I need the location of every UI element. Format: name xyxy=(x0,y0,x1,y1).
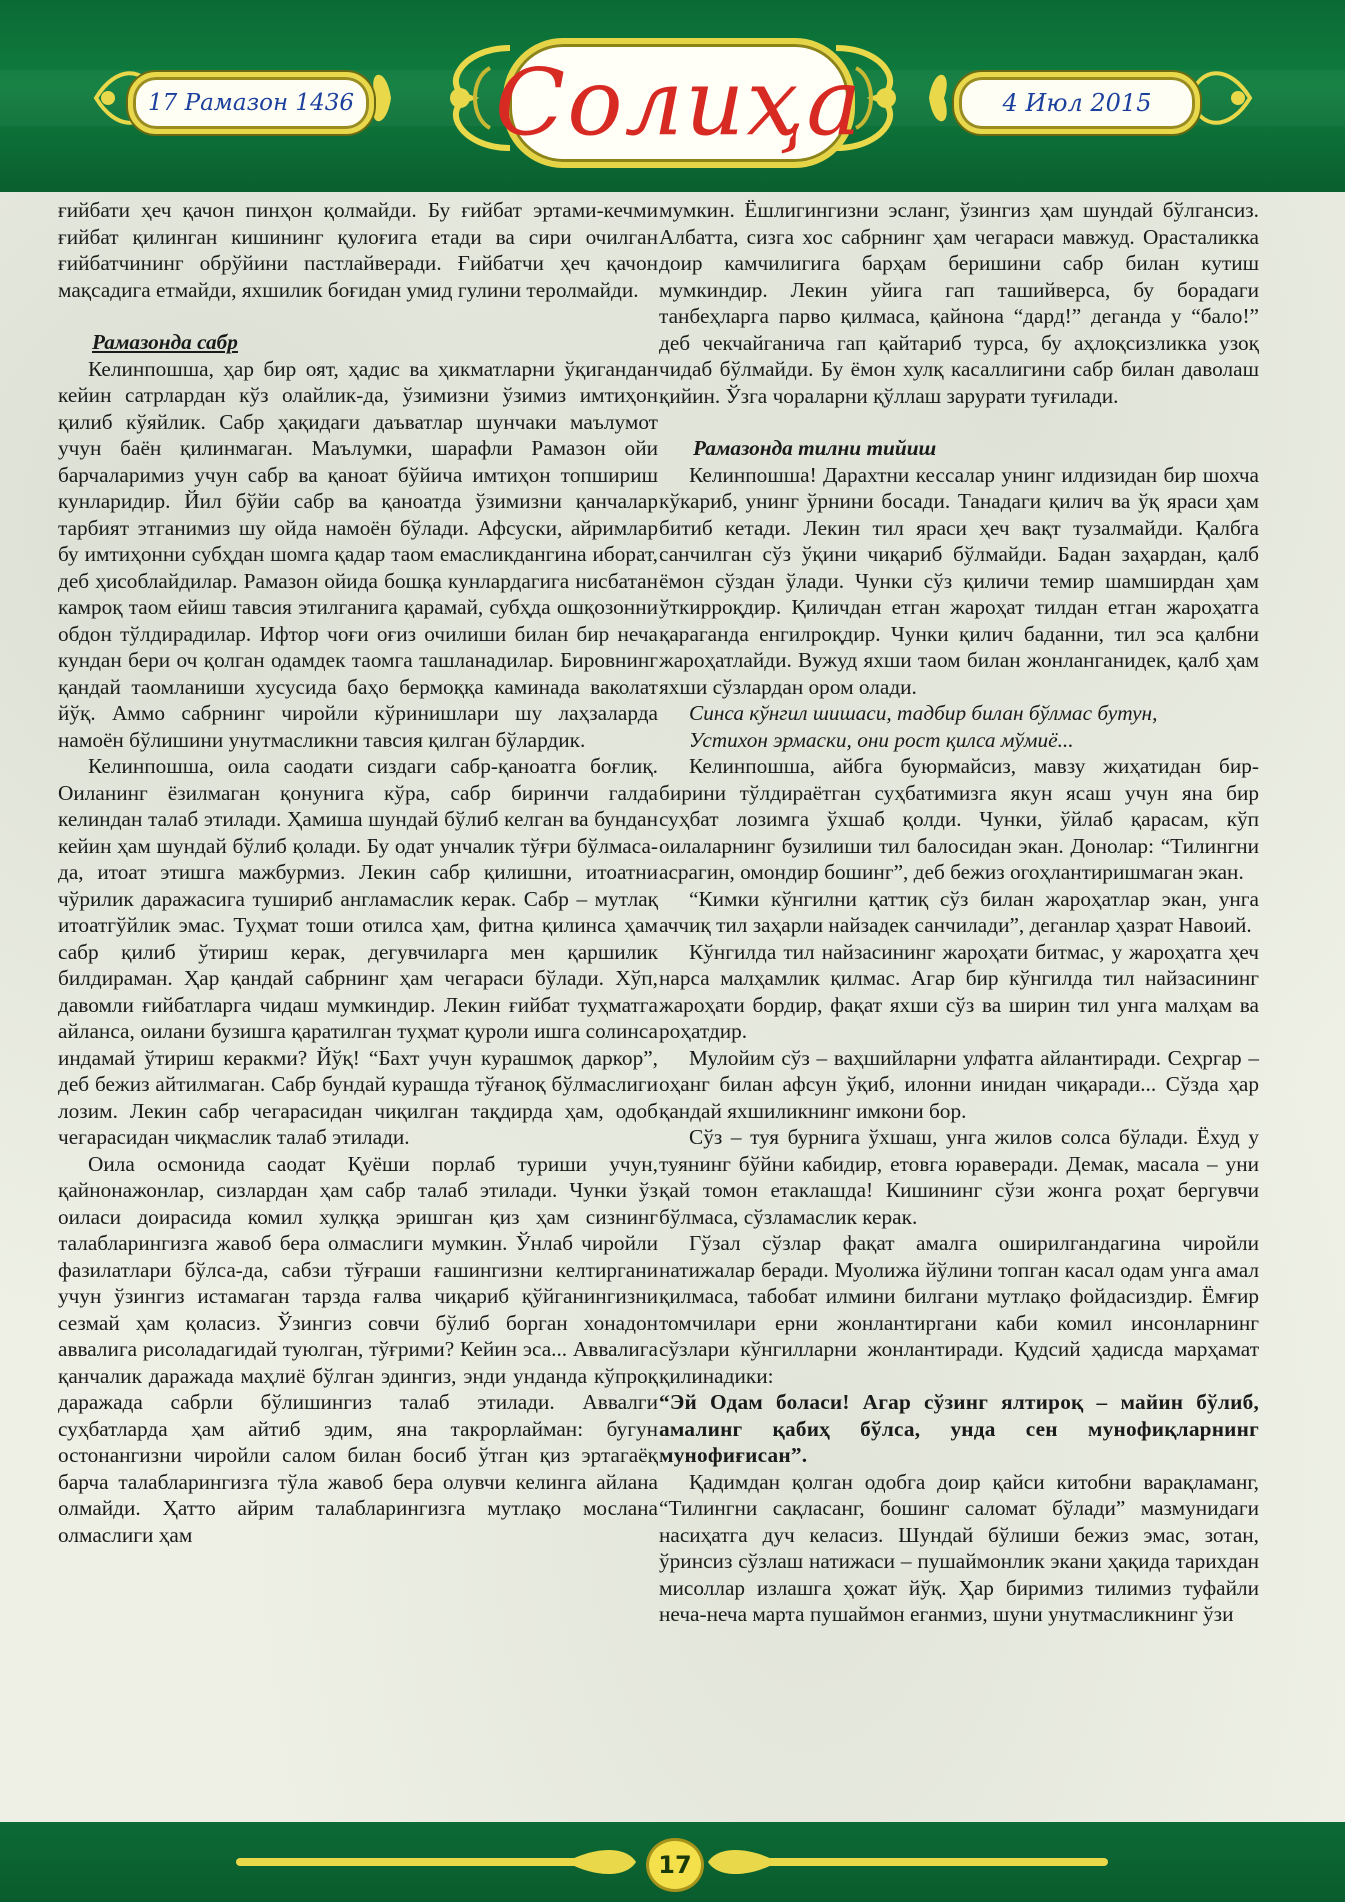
poem-line: Устихон эрмаски, они рост қилса мўмиё... xyxy=(689,727,1074,752)
article-paragraph: Кўнгилда тил найзасининг жароҳати битмас, у жароҳатга ҳеч нарса малҳамлик қилмас. Агар бир кўнгилда тил найзасининг жароҳати бордир, фақат яхши сўз ва ширин тил унга малҳам ва роҳатдир. xyxy=(659,939,1259,1043)
article-paragraph: ғийбати ҳеч қачон пинҳон қолмайди. Бу ғийбат эртами-кечми ғийбат қилинган кишининг қулоғига етади ва сири очилган ғийбатчининг обрўйини пастлайверади. Ғийбатчи ҳеч қачон мақсадига етмайди, яхшилик боғидан умид гулини теролмайди. xyxy=(58,198,658,302)
poem-line: Синса кўнгил шишаси, тадбир билан бўлмас бутун, xyxy=(689,701,1158,725)
article-paragraph: Оила осмонида саодат Қуёши порлаб туриши учун, қайнонажонлар, сизлардан ҳам сабр талаб этилади. Чунки ўз оиласи доирасида комил хулққа эришган қиз ҳам сизнинг талабларингизга жавоб бера олмаслиги мумкин. Ўнлаб чиройли фазилатлари бўлса-да, сабзи тўғраши ғашингизни келтиргани учун ўзингиз истамаган тарзда ғалва чиқариб қўйганингизни сезмай ҳам қоласиз. Ўзингиз совчи бўлиб борган хонадон аввалига рисоладагидай туюлган, тўғрими? Кейин эса... Аввалига қанчалик даражада маҳлиё бўлган эдингиз, энди унданда кўпроқ даражада сабрли бўлишингиз талаб этилади. Аввалги суҳбатларда ҳам айтиб эдим, яна такрорлайман: бугун остонангизни чиройли салом билан босиб ўтган қиз эртагаёқ барча талабларингизга тўла жавоб бера олувчи келинга айлана олмайди. Ҳатто айрим талабларингизга мутлақо мослана олмаслиги ҳам xyxy=(58,1151,658,1547)
article-paragraph: Келинпошша, айбга буюрмайсиз, мавзу жиҳатидан бир-бирини тўлдираётган суҳбатимизга якун ясаш учун яна бир суҳбат лозимга ўхшаб қолди. Чунки, ўйлаб қарасам, кўп оилаларнинг бузилиши тил балосидан экан. Донолар: “Тилингни асрагин, омондир бошинг”, деб бежиз огоҳлантиришмаган экан. xyxy=(659,754,1259,884)
magazine-header xyxy=(0,0,1345,192)
paragraph-gap xyxy=(659,409,1259,435)
article-paragraph: Келинпошша! Дарахтни кессалар унинг илдизидан бир шохча кўкариб, унинг ўрнини босади. Танадаги қилич ва ўқ яраси ҳам битиб кетади. Лекин тил яраси ҳеч вақт тузалмайди. Қалбга санчилган сўз ўқини чиқариб бўлмайди. Бадан заҳардан, қалб ёмон сўздан ўлади. Чунки сўз қиличи темир шамширдан ҳам ўткирроқдир. Қиличдан етган жароҳат тилдан етган жароҳатга қараганда енгилроқдир. Чунки қилич баданни, тил эса қалбни жароҳатлайди. Вужуд яхши таом билан жонланганидек, қалб ҳам яхши сўзлардан ором олади. xyxy=(659,462,1259,699)
article-left-column xyxy=(58,197,658,1548)
paragraph-gap xyxy=(58,303,658,329)
section-heading: Рамазонда сабр xyxy=(92,330,238,354)
magazine-title-oval xyxy=(494,38,864,168)
hijri-date: 17 Рамазон 1436 xyxy=(128,72,374,134)
article-paragraph: Мулойим сўз – ваҳшийларни улфатга айлантиради. Сеҳргар – оҳанг билан афсун ўқиб, илонни инидан чиқаради... Сўзда ҳар қандай яхшиликнинг имкони бор. xyxy=(659,1045,1259,1123)
article-paragraph: Келинпошша, ҳар бир оят, ҳадис ва ҳикматларни ўқигандан кейин сатрлардан кўз олайлик-да, ўзимизни ўзимиз имтиҳон қилиб кўяйлик. Сабр ҳақидаги даъватлар шунчаки маълумот учун баён қилинмаган. Маълумки, шарафли Рамазон ойи барчаларимиз учун сабр ва қаноат бўйича имтиҳон топшириш кунларидир. Йил бўйи сабр ва қаноатда ўзимизни қанчалар тарбият этганимиз шу ойда намоён бўлади. Афсуски, айримлар бу имтиҳонни субҳдан шомга қадар таом емасликдангина иборат, деб ҳисоблайдилар. Рамазон ойида бошқа кунлардагига нисбатан камроқ таом ейиш тавсия этилганига қарамай, субҳда ошқозонни обдон тўлдирадилар. Ифтор чоғи оғиз очилиши билан бир неча кундан бери оч қолган одамдек таомга ташланадилар. Бировнинг қандай таомланиши хусусида баҳо бермоққа каминада ваколат йўқ. Аммо сабрнинг чиройли кўринишлари шу лаҳзаларда намоён бўлишини унутмасликни тавсия қилган бўлардик. xyxy=(58,356,658,752)
article-paragraph: Гўзал сўзлар фақат амалга оширилгандагина чиройли натижалар беради. Муолижа йўлини топган касал одам унга амал қилмаса, табобат илмини билгани мутлақо фойдасиздир. Ёмғир томчилари ерни жонлантиргани каби комил инсонларнинг сўзлари кўнгилларни жонлантиради. Қудсий ҳадисда марҳамат қилинадики: xyxy=(659,1231,1259,1388)
page-number: 17 xyxy=(646,1838,704,1892)
article-right-column xyxy=(659,197,1259,1628)
article-paragraph: Қадимдан қолган одобга доир қайси китобни варақламанг, “Тилингни сақласанг, бошинг саломат бўлади” мазмунидаги насиҳатга дуч келасиз. Шундай бўлиши бежиз эмас, зотан, ўринсиз сўзлаш натижаси – пушаймонлик экани ҳақида тарихдан мисоллар излашга ҳожат йўқ. Ҳар биримиз тилимиз туфайли неча-неча марта пушаймон еганмиз, шуни унутмасликнинг ўзи xyxy=(659,1469,1259,1626)
article-paragraph: “Кимки кўнгилни қаттиқ сўз билан жароҳатлар экан, унга аччиқ тил заҳарли найзадек санчилади”, деганлар ҳазрат Навоий. xyxy=(659,886,1259,937)
magazine-title: Солиҳа xyxy=(494,49,864,156)
gregorian-date: 4 Июл 2015 xyxy=(954,72,1200,134)
section-heading: Рамазонда тилни тийиш xyxy=(693,436,937,460)
article-paragraph: Келинпошша, оила саодати сиздаги сабр-қаноатга боғлиқ. Оиланинг ёзилмаган қонунига кўра, сабр биринчи галда келиндан талаб этилади. Ҳамиша шундай бўлиб келган ва бундан кейин ҳам шундай бўлиб қолади. Бу одат унчалик тўғри бўлмаса-да, итоат этишга мажбурмиз. Лекин сабр қилишни, итоатни чўрилик даражасига тушириб англамаслик керак. Сабр – мутлақ итоатгўйлик эмас. Туҳмат тоши отилса ҳам, фитна қилинса ҳам сабр қилиб ўтириш керак, дегувчиларга мен қаршилик билдираман. Ҳар қандай сабрнинг ҳам чегараси бўлади. Хўп, давомли ғийбатларга чидаш мумкиндир. Лекин ғийбат туҳматга айланса, оилани бузишга қаратилган туҳмат қуроли ишга солинса индамай ўтириш керакми? Йўқ! “Бахт учун курашмоқ даркор”, деб бежиз айтилмаган. Сабр бундай курашда тўғаноқ бўлмаслиги лозим. Лекин сабр чегарасидан чиқилган тақдирда ҳам, одоб чегарасидан чиқмаслик талаб этилади. xyxy=(58,754,658,1149)
article-paragraph: мумкин. Ёшлигингизни эсланг, ўзингиз ҳам шундай бўлгансиз. Албатта, сизга хос сабрнинг ҳам чегараси мавжуд. Орасталикка доир камчилигига барҳам беришини сабр билан кутиш мумкиндир. Лекин уйига гап ташийверса, бу борадаги танбеҳларга парво қилмаса, қайнона “дард!” деганда у “бало!” деб чекчайганича гап қайтариб турса, бу аҳлоқсизликка узоқ чидаб бўлмайди. Бу ёмон хулқ касаллигини сабр билан даволаш қийин. Ўзга чораларни қўллаш зарурати туғилади. xyxy=(659,198,1259,408)
hadith-quote: “Эй Одам боласи! Агар сўзинг ялтироқ – майин бўлиб, амалинг қабиҳ бўлса, унда сен мунофиқларнинг мунофиғисан”. xyxy=(659,1390,1259,1467)
article-paragraph: Сўз – туя бурнига ўхшаш, унга жилов солса бўлади. Ёхуд у туянинг бўйни кабидир, етовга юраверади. Демак, масала – уни қай томон етаклашда! Кишининг сўзи жонга роҳат бергувчи бўлмаса, сўзламаслик керак. xyxy=(659,1125,1259,1229)
